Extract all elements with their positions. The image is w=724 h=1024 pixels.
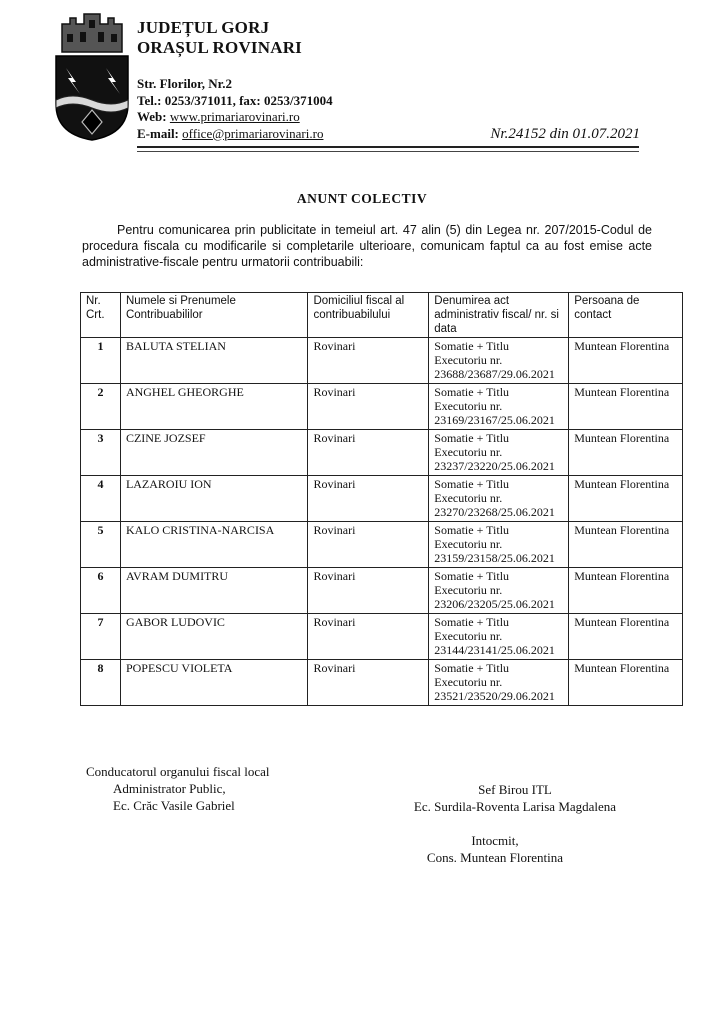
fiscal-domicile: Rovinari xyxy=(308,522,429,568)
fiscal-domicile: Rovinari xyxy=(308,430,429,476)
table-row xyxy=(81,660,683,706)
document-title: ANUNT COLECTIV xyxy=(296,191,428,206)
header-name: Numele si Prenumele Contribuabililor xyxy=(120,293,308,338)
fiscal-domicile: Rovinari xyxy=(308,476,429,522)
table-row xyxy=(81,476,683,522)
signature-itl-head xyxy=(400,781,630,815)
fiscal-domicile: Rovinari xyxy=(308,568,429,614)
fiscal-act: Somatie + Titlu Executoriu nr. 23237/23220/25.06.2021 xyxy=(429,430,569,476)
email-link[interactable]: office@primariarovinari.ro xyxy=(182,125,324,141)
town-name: ORAȘUL ROVINARI xyxy=(137,38,302,57)
table-row xyxy=(81,384,683,430)
table-header-row xyxy=(81,293,683,338)
signature-prepared-by xyxy=(380,832,610,866)
row-number: 3 xyxy=(81,430,121,476)
header-contact: Persoana de contact xyxy=(569,293,683,338)
signature-fiscal-body xyxy=(86,763,270,814)
web-link[interactable]: www.primariarovinari.ro xyxy=(169,109,300,124)
phone-fax-line: Tel.: 0253/371011, fax: 0253/371004 xyxy=(137,92,333,108)
row-number: 5 xyxy=(81,522,121,568)
table-row xyxy=(81,568,683,614)
contact-person: Muntean Florentina xyxy=(569,338,683,384)
signature-name: Ec. Surdila-Roventa Larisa Magdalena xyxy=(413,799,617,814)
signature-name: Ec. Crăc Vasile Gabriel xyxy=(113,798,235,813)
contributors-table xyxy=(80,292,683,706)
county-name: JUDEȚUL GORJ xyxy=(137,18,270,37)
row-number: 8 xyxy=(81,660,121,706)
contributor-name: LAZAROIU ION xyxy=(120,476,308,522)
contributor-name: GABOR LUDOVIC xyxy=(120,614,308,660)
table-row xyxy=(81,338,683,384)
fiscal-act: Somatie + Titlu Executoriu nr. 23206/23205/25.06.2021 xyxy=(429,568,569,614)
document-number: Nr.24152 din 01.07.2021 xyxy=(490,126,640,142)
signature-role: Sef Birou ITL xyxy=(478,782,552,797)
contributor-name: POPESCU VIOLETA xyxy=(120,660,308,706)
header-act: Denumirea act administrativ fiscal/ nr. si data xyxy=(429,293,569,338)
email-label: E-mail: xyxy=(137,125,179,141)
fiscal-act: Somatie + Titlu Executoriu nr. 23159/23158/25.06.2021 xyxy=(429,522,569,568)
contributor-name: ANGHEL GHEORGHE xyxy=(120,384,308,430)
contact-person: Muntean Florentina xyxy=(569,522,683,568)
fiscal-domicile: Rovinari xyxy=(308,614,429,660)
header-divider-thin xyxy=(137,151,639,152)
contact-person: Muntean Florentina xyxy=(569,660,683,706)
fiscal-act: Somatie + Titlu Executoriu nr. 23521/23520/29.06.2021 xyxy=(429,660,569,706)
row-number: 4 xyxy=(81,476,121,522)
row-number: 6 xyxy=(81,568,121,614)
fiscal-domicile: Rovinari xyxy=(308,384,429,430)
contact-person: Muntean Florentina xyxy=(569,384,683,430)
fiscal-act: Somatie + Titlu Executoriu nr. 23270/23268/25.06.2021 xyxy=(429,476,569,522)
fiscal-domicile: Rovinari xyxy=(308,338,429,384)
fiscal-act: Somatie + Titlu Executoriu nr. 23688/23687/29.06.2021 xyxy=(429,338,569,384)
coat-of-arms-icon xyxy=(52,12,132,142)
contributor-name: CZINE JOZSEF xyxy=(120,430,308,476)
address-line: Str. Florilor, Nr.2 xyxy=(137,76,232,91)
fiscal-act: Somatie + Titlu Executoriu nr. 23144/23141/25.06.2021 xyxy=(429,614,569,660)
intro-paragraph: Pentru comunicarea prin publicitate in temeiul art. 47 alin (5) din Legea nr. 207/2015-Codul de procedura fiscala cu modificarile si completarile ulterioare, comunicam faptul ca au fost emise acte administrative-fiscale pentru urmatorii contribuabili: xyxy=(82,223,652,269)
email-line xyxy=(137,126,333,143)
row-number: 2 xyxy=(81,384,121,430)
fiscal-domicile: Rovinari xyxy=(308,660,429,706)
header-nr: Nr. Crt. xyxy=(81,293,121,338)
web-line xyxy=(137,109,333,126)
header-divider xyxy=(137,146,639,148)
web-label: Web: xyxy=(137,109,167,124)
signature-name: Cons. Muntean Florentina xyxy=(426,850,564,865)
contributor-name: KALO CRISTINA-NARCISA xyxy=(120,522,308,568)
row-number: 1 xyxy=(81,338,121,384)
signature-role: Conducatorul organului fiscal local xyxy=(86,764,270,779)
contact-person: Muntean Florentina xyxy=(569,568,683,614)
signature-role: Intocmit, xyxy=(471,833,519,848)
row-number: 7 xyxy=(81,614,121,660)
contributor-name: BALUTA STELIAN xyxy=(120,338,308,384)
contributor-name: AVRAM DUMITRU xyxy=(120,568,308,614)
contact-person: Muntean Florentina xyxy=(569,476,683,522)
table-row xyxy=(81,614,683,660)
contact-person: Muntean Florentina xyxy=(569,614,683,660)
table-row xyxy=(81,430,683,476)
table-row xyxy=(81,522,683,568)
signature-title: Administrator Public, xyxy=(113,781,226,796)
contact-person: Muntean Florentina xyxy=(569,430,683,476)
fiscal-act: Somatie + Titlu Executoriu nr. 23169/23167/25.06.2021 xyxy=(429,384,569,430)
institution-header xyxy=(137,18,333,142)
header-domicile: Domiciliul fiscal al contribuabilului xyxy=(308,293,429,338)
